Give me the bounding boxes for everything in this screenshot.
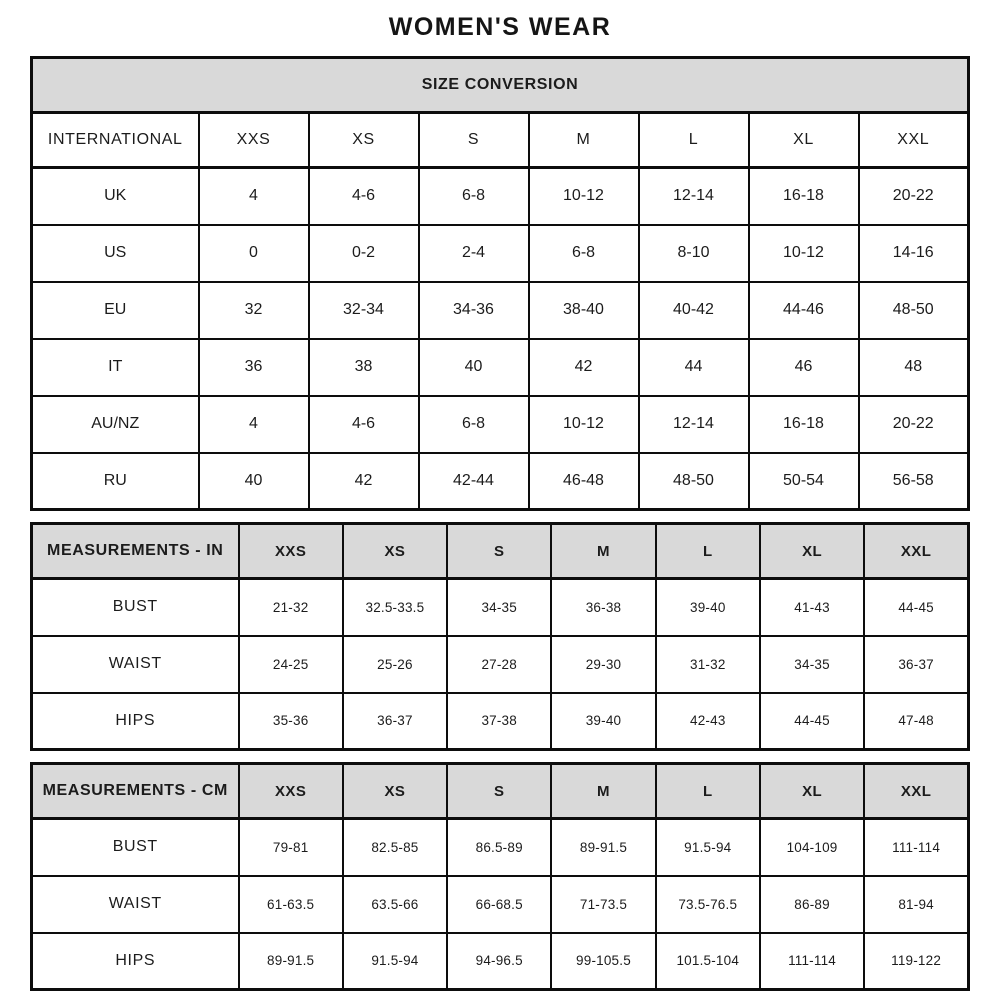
- measure-cell: 31-32: [656, 636, 760, 693]
- size-cell: 40: [199, 453, 309, 510]
- size-cell: 48: [859, 339, 969, 396]
- col-header-xs: XS: [343, 524, 447, 579]
- size-conversion-banner: SIZE CONVERSION: [32, 58, 969, 113]
- table-banner-row: [32, 58, 969, 113]
- measure-cell: 39-40: [656, 579, 760, 636]
- col-header-l: L: [639, 113, 749, 168]
- col-header-s: S: [447, 524, 551, 579]
- col-header-xl: XL: [760, 524, 864, 579]
- measure-cell: 81-94: [864, 876, 968, 933]
- column-header-row: [32, 764, 969, 819]
- table-row-waist-cm: [32, 876, 969, 933]
- size-cell: 46-48: [529, 453, 639, 510]
- measure-cell: 111-114: [864, 819, 968, 876]
- row-label-bust: BUST: [32, 819, 239, 876]
- size-cell: 44-46: [749, 282, 859, 339]
- size-conversion-table: [30, 56, 970, 511]
- measure-cell: 39-40: [551, 693, 655, 750]
- measure-cell: 36-37: [343, 693, 447, 750]
- size-cell: 42-44: [419, 453, 529, 510]
- size-cell: 40: [419, 339, 529, 396]
- col-header-xs: XS: [309, 113, 419, 168]
- size-cell: 42: [309, 453, 419, 510]
- col-header-international: INTERNATIONAL: [32, 113, 199, 168]
- measure-cell: 91.5-94: [656, 819, 760, 876]
- col-header-xl: XL: [749, 113, 859, 168]
- row-label-waist: WAIST: [32, 636, 239, 693]
- measurements-cm-title: MEASUREMENTS - CM: [32, 764, 239, 819]
- measure-cell: 94-96.5: [447, 933, 551, 990]
- size-cell: 38-40: [529, 282, 639, 339]
- size-cell: 32-34: [309, 282, 419, 339]
- col-header-xxs: XXS: [239, 764, 343, 819]
- table-row-it: [32, 339, 969, 396]
- size-cell: 10-12: [749, 225, 859, 282]
- size-cell: 46: [749, 339, 859, 396]
- column-header-row: [32, 524, 969, 579]
- size-cell: 12-14: [639, 168, 749, 225]
- size-cell: 36: [199, 339, 309, 396]
- measure-cell: 41-43: [760, 579, 864, 636]
- col-header-m: M: [551, 764, 655, 819]
- table-row-bust-cm: [32, 819, 969, 876]
- row-label-hips: HIPS: [32, 693, 239, 750]
- size-cell: 0: [199, 225, 309, 282]
- col-header-xl: XL: [760, 764, 864, 819]
- row-label-eu: EU: [32, 282, 199, 339]
- row-label-bust: BUST: [32, 579, 239, 636]
- measure-cell: 42-43: [656, 693, 760, 750]
- size-cell: 40-42: [639, 282, 749, 339]
- measure-cell: 24-25: [239, 636, 343, 693]
- row-label-aunz: AU/NZ: [32, 396, 199, 453]
- measure-cell: 47-48: [864, 693, 968, 750]
- col-header-xxl: XXL: [859, 113, 969, 168]
- size-cell: 4: [199, 168, 309, 225]
- measure-cell: 63.5-66: [343, 876, 447, 933]
- measure-cell: 37-38: [447, 693, 551, 750]
- measurements-in-title: MEASUREMENTS - IN: [32, 524, 239, 579]
- size-cell: 50-54: [749, 453, 859, 510]
- measure-cell: 66-68.5: [447, 876, 551, 933]
- measure-cell: 99-105.5: [551, 933, 655, 990]
- measure-cell: 82.5-85: [343, 819, 447, 876]
- size-cell: 6-8: [529, 225, 639, 282]
- size-cell: 6-8: [419, 168, 529, 225]
- measurements-cm-table: [30, 762, 970, 991]
- size-cell: 12-14: [639, 396, 749, 453]
- measure-cell: 73.5-76.5: [656, 876, 760, 933]
- measure-cell: 36-37: [864, 636, 968, 693]
- size-cell: 34-36: [419, 282, 529, 339]
- size-cell: 4-6: [309, 396, 419, 453]
- table-row-waist-in: [32, 636, 969, 693]
- size-cell: 48-50: [859, 282, 969, 339]
- measure-cell: 36-38: [551, 579, 655, 636]
- size-cell: 4: [199, 396, 309, 453]
- measure-cell: 21-32: [239, 579, 343, 636]
- measure-cell: 86.5-89: [447, 819, 551, 876]
- measure-cell: 79-81: [239, 819, 343, 876]
- col-header-s: S: [419, 113, 529, 168]
- col-header-s: S: [447, 764, 551, 819]
- size-cell: 0-2: [309, 225, 419, 282]
- measure-cell: 32.5-33.5: [343, 579, 447, 636]
- measure-cell: 34-35: [760, 636, 864, 693]
- row-label-hips: HIPS: [32, 933, 239, 990]
- col-header-l: L: [656, 764, 760, 819]
- size-cell: 6-8: [419, 396, 529, 453]
- measure-cell: 44-45: [760, 693, 864, 750]
- measure-cell: 104-109: [760, 819, 864, 876]
- size-cell: 14-16: [859, 225, 969, 282]
- row-label-waist: WAIST: [32, 876, 239, 933]
- measure-cell: 91.5-94: [343, 933, 447, 990]
- measure-cell: 44-45: [864, 579, 968, 636]
- table-row-hips-cm: [32, 933, 969, 990]
- col-header-xxl: XXL: [864, 764, 968, 819]
- row-label-ru: RU: [32, 453, 199, 510]
- measure-cell: 101.5-104: [656, 933, 760, 990]
- measure-cell: 34-35: [447, 579, 551, 636]
- table-row-hips-in: [32, 693, 969, 750]
- size-cell: 10-12: [529, 168, 639, 225]
- measure-cell: 111-114: [760, 933, 864, 990]
- row-label-uk: UK: [32, 168, 199, 225]
- measure-cell: 27-28: [447, 636, 551, 693]
- size-cell: 8-10: [639, 225, 749, 282]
- size-cell: 16-18: [749, 396, 859, 453]
- size-cell: 42: [529, 339, 639, 396]
- measurements-in-table: [30, 522, 970, 751]
- table-row-us: [32, 225, 969, 282]
- col-header-m: M: [551, 524, 655, 579]
- measure-cell: 89-91.5: [239, 933, 343, 990]
- table-row-aunz: [32, 396, 969, 453]
- measure-cell: 89-91.5: [551, 819, 655, 876]
- table-row-bust-in: [32, 579, 969, 636]
- col-header-xxs: XXS: [239, 524, 343, 579]
- col-header-xxl: XXL: [864, 524, 968, 579]
- table-row-uk: [32, 168, 969, 225]
- size-cell: 56-58: [859, 453, 969, 510]
- size-cell: 16-18: [749, 168, 859, 225]
- col-header-m: M: [529, 113, 639, 168]
- table-row-eu: [32, 282, 969, 339]
- size-cell: 44: [639, 339, 749, 396]
- size-cell: 32: [199, 282, 309, 339]
- size-cell: 38: [309, 339, 419, 396]
- measure-cell: 71-73.5: [551, 876, 655, 933]
- col-header-l: L: [656, 524, 760, 579]
- col-header-xs: XS: [343, 764, 447, 819]
- row-label-it: IT: [32, 339, 199, 396]
- measure-cell: 119-122: [864, 933, 968, 990]
- table-row-ru: [32, 453, 969, 510]
- row-label-us: US: [32, 225, 199, 282]
- column-header-row: [32, 113, 969, 168]
- size-cell: 2-4: [419, 225, 529, 282]
- size-cell: 4-6: [309, 168, 419, 225]
- measure-cell: 35-36: [239, 693, 343, 750]
- size-cell: 20-22: [859, 396, 969, 453]
- page-title: WOMEN'S WEAR: [388, 13, 612, 41]
- measure-cell: 25-26: [343, 636, 447, 693]
- measure-cell: 61-63.5: [239, 876, 343, 933]
- size-cell: 48-50: [639, 453, 749, 510]
- size-cell: 10-12: [529, 396, 639, 453]
- size-cell: 20-22: [859, 168, 969, 225]
- col-header-xxs: XXS: [199, 113, 309, 168]
- measure-cell: 29-30: [551, 636, 655, 693]
- measure-cell: 86-89: [760, 876, 864, 933]
